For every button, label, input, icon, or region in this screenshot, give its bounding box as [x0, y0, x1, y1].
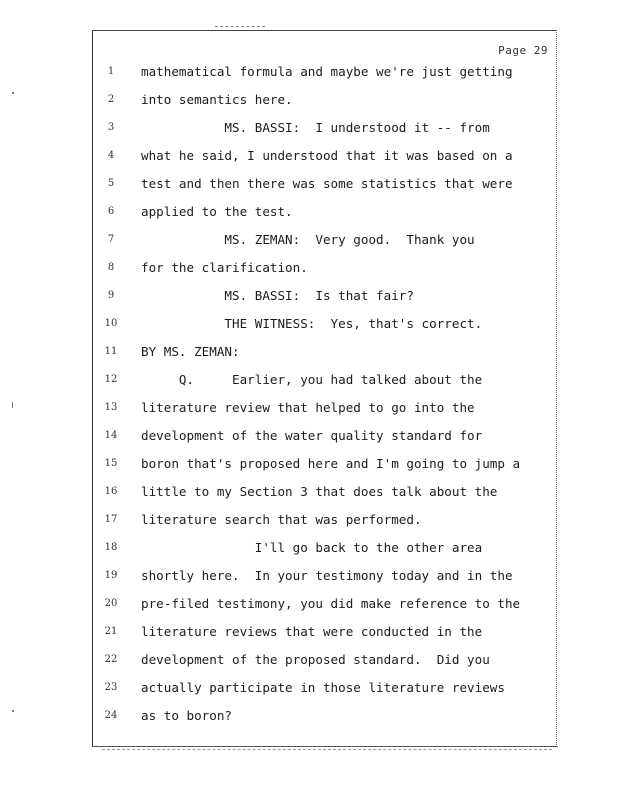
line-text: little to my Section 3 that does talk about the [141, 484, 498, 499]
transcript-line [0, 344, 618, 364]
transcript-line [0, 512, 618, 532]
transcript-line [0, 680, 618, 700]
line-text: literature review that helped to go into the [141, 400, 475, 415]
page-number: Page 29 [498, 44, 548, 57]
line-text: shortly here. In your testimony today and in the [141, 568, 513, 583]
transcript-line [0, 204, 618, 224]
bottom-scan-noise [102, 749, 552, 750]
transcript-line [0, 288, 618, 308]
transcript-line [0, 540, 618, 560]
line-number: 1 [107, 66, 115, 77]
line-text: applied to the test. [141, 204, 293, 219]
transcript-line [0, 652, 618, 672]
line-text: into semantics here. [141, 92, 293, 107]
line-text: THE WITNESS: Yes, that's correct. [141, 316, 483, 331]
line-number: 5 [107, 178, 115, 189]
line-number: 6 [107, 206, 115, 217]
line-text: MS. BASSI: Is that fair? [141, 288, 414, 303]
line-number: 9 [107, 290, 115, 301]
line-number: 11 [104, 346, 118, 357]
line-number: 14 [104, 430, 118, 441]
transcript-line [0, 260, 618, 280]
line-number: 21 [104, 626, 118, 637]
transcript-line [0, 456, 618, 476]
line-text: boron that's proposed here and I'm going to jump a [141, 456, 521, 471]
line-text: MS. ZEMAN: Very good. Thank you [141, 232, 475, 247]
transcript-line [0, 596, 618, 616]
line-text: as to boron? [141, 708, 232, 723]
line-number: 13 [104, 402, 118, 413]
transcript-line [0, 400, 618, 420]
line-number: 7 [107, 234, 115, 245]
line-text: literature search that was performed. [141, 512, 422, 527]
line-text: development of the water quality standard for [141, 428, 483, 443]
transcript-line [0, 372, 618, 392]
line-text: for the clarification. [141, 260, 308, 275]
line-text: test and then there was some statistics that were [141, 176, 513, 191]
line-number: 20 [104, 598, 118, 609]
line-number: 22 [104, 654, 118, 665]
transcript-line [0, 428, 618, 448]
line-number: 10 [104, 318, 118, 329]
line-number: 16 [104, 486, 118, 497]
line-number: 24 [104, 710, 118, 721]
line-number: 8 [107, 262, 115, 273]
line-text: what he said, I understood that it was based on a [141, 148, 513, 163]
line-text: MS. BASSI: I understood it -- from [141, 120, 490, 135]
transcript-line [0, 568, 618, 588]
transcript-line [0, 624, 618, 644]
transcript-line [0, 484, 618, 504]
line-number: 18 [104, 542, 118, 553]
line-number: 23 [104, 682, 118, 693]
line-text: BY MS. ZEMAN: [141, 344, 240, 359]
transcript-line [0, 232, 618, 252]
transcript-line [0, 92, 618, 112]
transcript-line [0, 316, 618, 336]
line-text: pre-filed testimony, you did make reference to the [141, 596, 521, 611]
transcript-line [0, 708, 618, 728]
line-text: mathematical formula and maybe we're just getting [141, 64, 513, 79]
line-number: 19 [104, 570, 118, 581]
line-text: development of the proposed standard. Did you [141, 652, 490, 667]
line-text: actually participate in those literature reviews [141, 680, 505, 695]
line-number: 15 [104, 458, 118, 469]
line-text: I'll go back to the other area [141, 540, 483, 555]
line-number: 2 [107, 94, 115, 105]
scan-smudge [215, 26, 265, 27]
transcript-line [0, 64, 618, 84]
line-text: literature reviews that were conducted in the [141, 624, 483, 639]
bottom-rule [92, 746, 558, 747]
transcript-line [0, 148, 618, 168]
line-number: 4 [107, 150, 115, 161]
line-number: 3 [107, 122, 115, 133]
transcript-line [0, 176, 618, 196]
transcript-line [0, 120, 618, 140]
line-number: 12 [104, 374, 118, 385]
line-text: Q. Earlier, you had talked about the [141, 372, 483, 387]
line-number: 17 [104, 514, 118, 525]
